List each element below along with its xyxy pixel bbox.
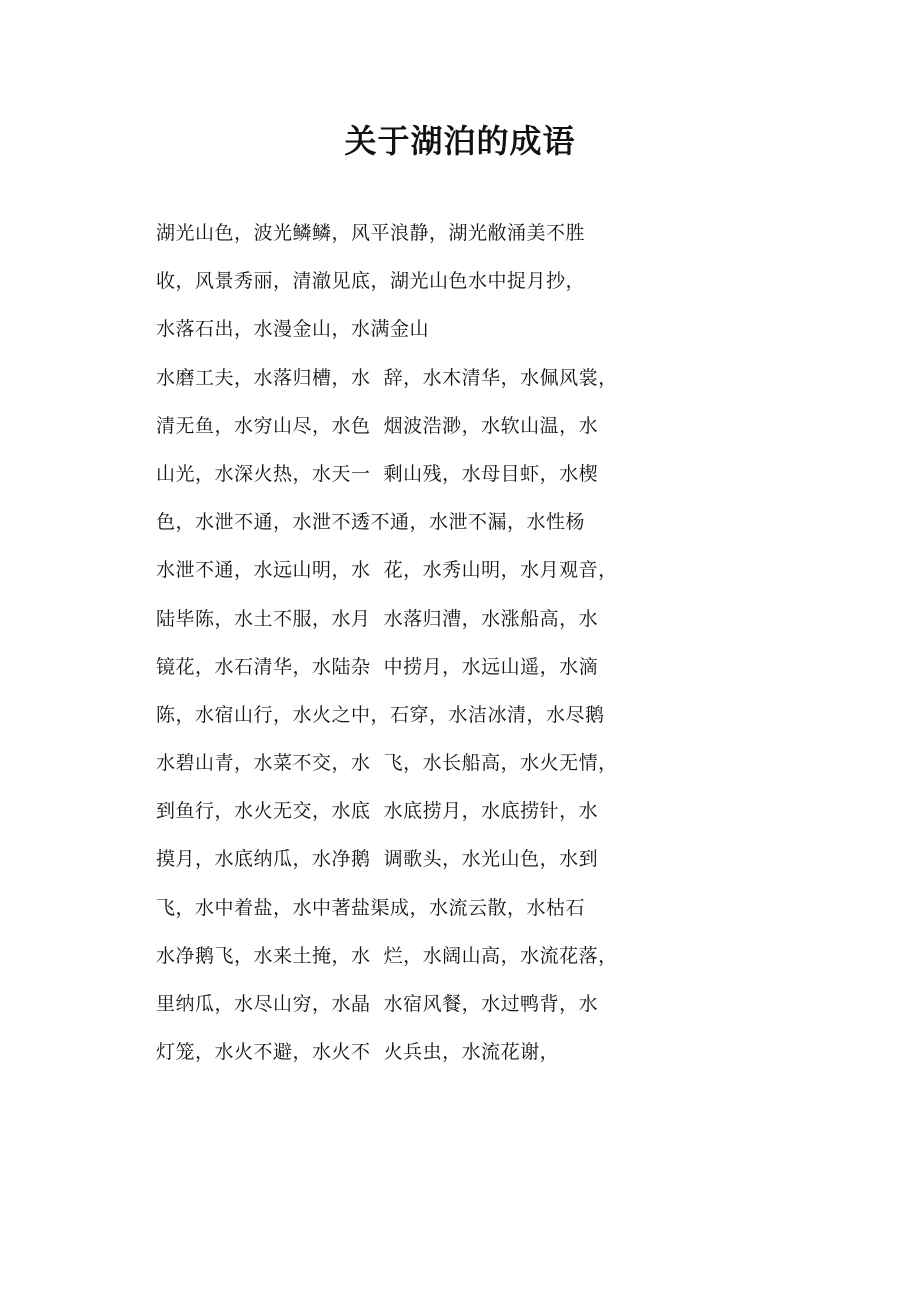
text-line: 水碧山青，水菜不交，水 飞，水长船高，水火无情，	[156, 752, 618, 775]
text-line: 水净鹅飞，水来土掩，水 烂，水阔山高，水流花落，	[156, 944, 618, 967]
text-line: 摸月，水底纳瓜，水净鹅 调歌头，水光山色，水到	[156, 848, 599, 871]
document-title: 关于湖泊的成语	[344, 122, 576, 160]
text-line: 水磨工夫，水落归槽，水 辞，水木清华，水佩风裳，	[156, 366, 618, 389]
text-line: 湖光山色，波光鳞鳞，风平浪静，湖光敝涌美不胜	[156, 222, 586, 244]
text-line: 水落石出，水漫金山，水满金山	[156, 318, 430, 341]
text-line: 陈，水宿山行，水火之中，石穿，水洁冰清，水尽鹅	[156, 703, 605, 726]
text-line: 清无鱼，水穷山尽，水色 烟波浩渺，水软山温，水	[156, 414, 599, 437]
text-line: 水泄不通，水远山明，水 花，水秀山明，水月观音，	[156, 559, 618, 582]
idiom-text-body	[156, 214, 616, 1081]
text-line: 收，风景秀丽，清澈见底，湖光山色水中捉月抄，	[156, 270, 586, 293]
text-line: 山光，水深火热，水天一 剩山残，水母目虾，水楔	[156, 462, 599, 485]
text-line: 到鱼行，水火无交，水底 水底捞月，水底捞针，水	[156, 800, 599, 823]
text-line: 色，水泄不通，水泄不透不通，水泄不漏，水性杨	[156, 511, 586, 534]
text-line: 镜花，水石清华，水陆杂 中捞月，水远山遥，水滴	[156, 655, 599, 678]
text-line: 灯笼，水火不避，水火不 火兵虫，水流花谢，	[156, 1041, 560, 1064]
text-line: 飞，水中着盐，水中著盐渠成，水流云散，水枯石	[156, 896, 586, 919]
text-line: 陆毕陈，水土不服，水月 水落归漕，水涨船高，水	[156, 607, 599, 630]
text-line: 里纳瓜，水尽山穷，水晶 水宿风餐，水过鸭背，水	[156, 993, 599, 1015]
